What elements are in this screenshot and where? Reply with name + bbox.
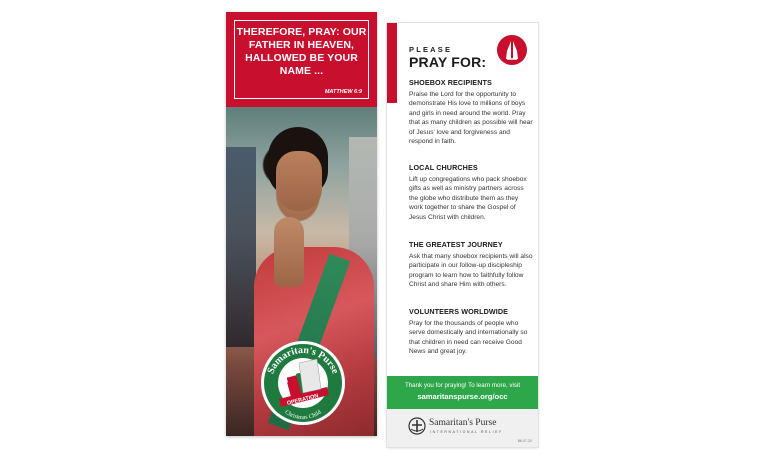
learn-more-banner — [387, 376, 538, 409]
praying-hands-icon — [497, 35, 527, 65]
badge-bottom-text: Christmas Child — [283, 409, 323, 422]
section-body: Lift up congregations who pack shoebox gifts as well as ministry partners across the globe who distribute them as they work together to share the Gospel of Jesus Christ with children. — [409, 176, 527, 221]
pray-for-title: PRAY FOR: — [409, 54, 487, 70]
red-accent-bar — [387, 23, 397, 103]
badge-top-text: Samaritan's Purse — [265, 344, 341, 376]
badge-middle-text: OPERATION — [286, 393, 320, 407]
svg-text:Samaritan's Purse — [265, 345, 340, 376]
section-body: Ask that many shoebox recipients will also participate in our follow-up discipleship program to learn how to faithfully follow Christ and share Him with others. — [409, 253, 533, 289]
section-shoebox-recipients — [409, 78, 533, 146]
back-card — [387, 23, 538, 447]
section-heading: LOCAL CHURCHES — [409, 163, 478, 172]
verse-frame — [234, 20, 369, 99]
face — [276, 151, 322, 211]
logo-name: Samaritan's Purse — [429, 418, 497, 428]
operation-christmas-child-badge — [259, 339, 347, 427]
section-heading: SHOEBOX RECIPIENTS — [409, 78, 492, 87]
praying-girl-photo — [226, 107, 377, 436]
verse-reference: MATTHEW 6:9 — [324, 89, 362, 95]
website-link[interactable]: samaritanspurse.org/occ — [417, 392, 508, 401]
section-body: Pray for the thousands of people who serve domestically and internationally so that children in need can receive Good News and great joy. — [409, 320, 528, 356]
svg-text:Christmas Child — [284, 410, 323, 422]
front-card — [226, 12, 377, 436]
verse-text: THEREFORE, PRAY: OUR FATHER IN HEAVEN, HALLOWED BE YOUR NAME ... — [236, 26, 367, 77]
print-code: BK-07-2X — [517, 439, 532, 443]
section-volunteers-worldwide — [409, 307, 533, 357]
section-heading: VOLUNTEERS WORLDWIDE — [409, 307, 509, 316]
praying-hands — [274, 217, 304, 287]
footer — [387, 409, 538, 447]
samaritans-purse-logo-icon — [407, 416, 427, 436]
section-greatest-journey — [409, 240, 533, 290]
section-local-churches — [409, 163, 533, 222]
section-heading: THE GREATEST JOURNEY — [409, 240, 503, 249]
please-label: PLEASE — [409, 45, 453, 54]
logo-tagline: INTERNATIONAL RELIEF — [430, 430, 503, 434]
thanks-text: Thank you for praying! To learn more, visit — [404, 382, 521, 389]
section-body: Praise the Lord for the opportunity to demonstrate His love to millions of boys and girls in need around the world. Pray that as many children as possible will hear of Jesus' love and forgiveness and respond in faith. — [409, 91, 533, 146]
verse-panel — [226, 12, 377, 107]
